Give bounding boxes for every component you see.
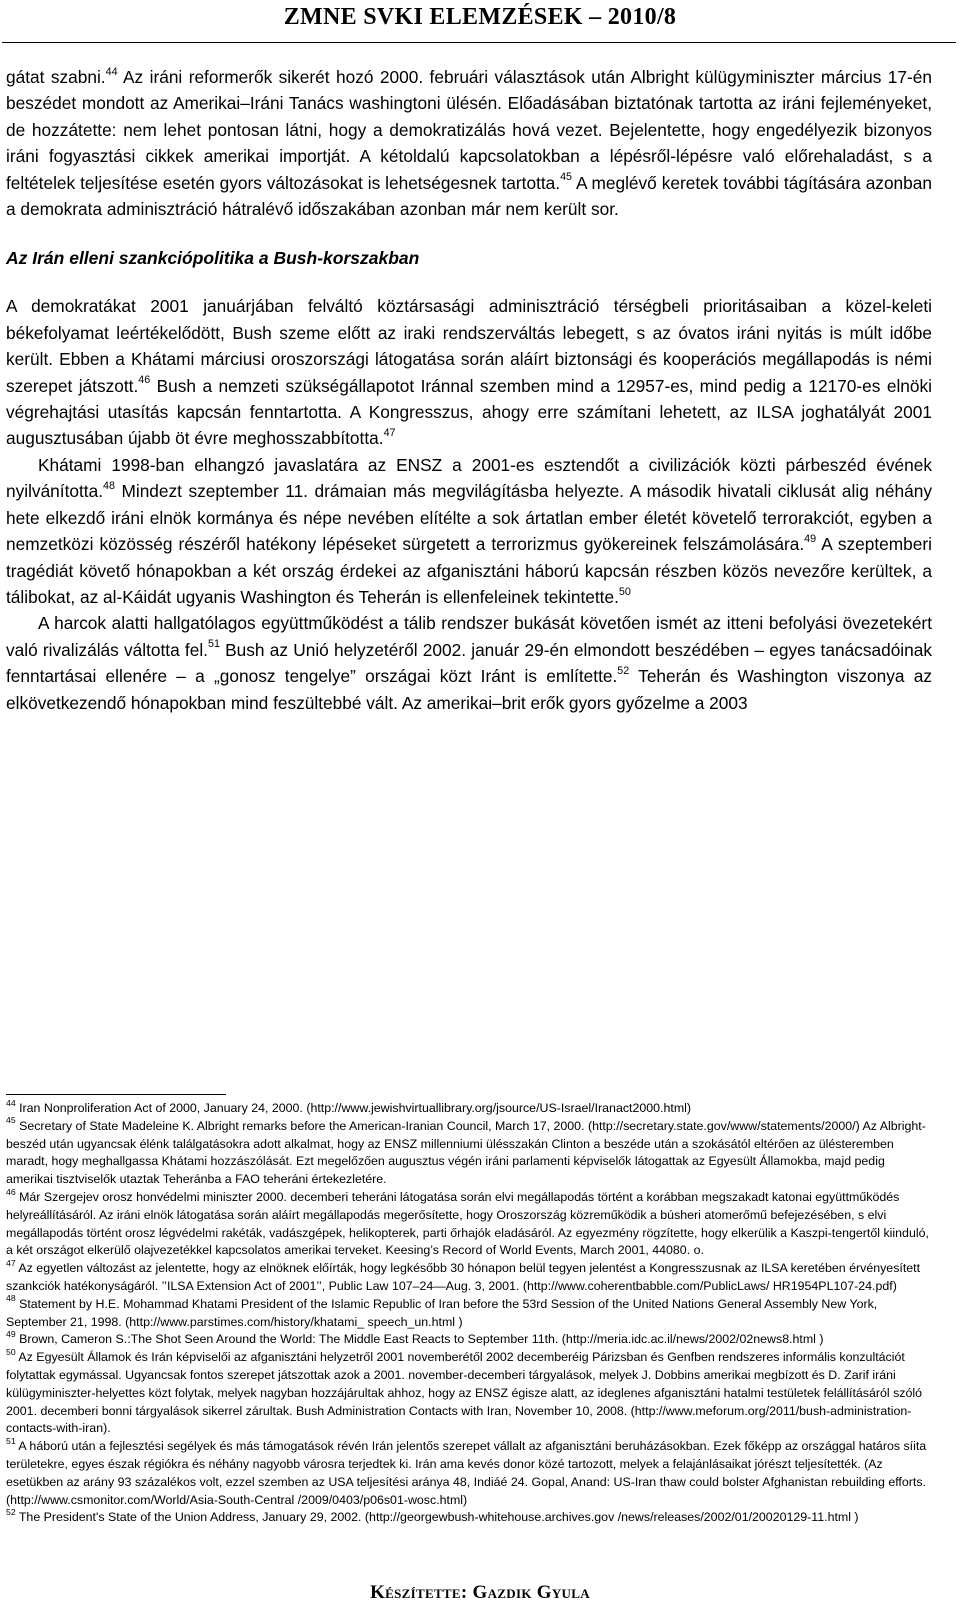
footnote-divider	[6, 1094, 226, 1095]
section-title: Az Irán elleni szankciópolitika a Bush-korszakban	[6, 248, 420, 269]
page-header: ZMNE SVKI ELEMZÉSEK – 2010/8	[283, 4, 677, 30]
footnote-number: 46	[6, 1186, 16, 1197]
footnote-number: 48	[6, 1293, 16, 1304]
text-run: Mindezt szeptember 11. drámaian más megvilágításba helyezte. A második hivatali ciklusát alig néhány hete elkezdő iráni elnök kormánya és népe nevében elítélte a sok ártatlan ember életét követelő terrorakciót, egyben a nemzetközi közösség részéről hatékony lépéseket sürgetett a terrorizmus gyökereinek felszámolására.	[6, 481, 932, 555]
footnote-ref-50[interactable]: 50	[618, 585, 631, 598]
footnote-number: 52	[6, 1506, 16, 1517]
footnote-46	[6, 1186, 932, 1260]
footnote-ref-52[interactable]: 52	[617, 664, 630, 677]
paragraph-1	[6, 64, 932, 222]
footnote-text: Már Szergejev orosz honvédelmi miniszter 2000. decemberi teheráni látogatása során elvi megállapodás történt a korábban megszakadt katonai együttműködés helyreállításáról. Az iráni elnök látogatása során aláírt megállapodás megerősítette, hogy Oroszország közreműködik a búsheri atomerőmű befejezésében, s elvi megállapodás történt orosz légvédelmi rakéták, vadászgépek, helikopterek, parti őrhajók eladásáról. Az egyezmény rögzítette, hogy elkerülik a Kaszpi-tengertől kiinduló, a két országot elkerülő olajvezetékkel kapcsolatos amerikai terveket. Keesing’s Record of World Events, March 2001, 44080. o.	[6, 1189, 929, 1258]
footnote-51	[6, 1435, 932, 1509]
footnote-number: 51	[6, 1435, 16, 1446]
footnote-45	[6, 1115, 932, 1189]
footnote-47	[6, 1257, 932, 1296]
footnote-ref-49[interactable]: 49	[804, 532, 817, 545]
footnote-number: 45	[6, 1115, 16, 1126]
footnote-text: Statement by H.E. Mohammad Khatami President of the Islamic Republic of Iran before the 53rd Session of the United Nations General Assembly New York, September 21, 1998. (http://www.parstimes.com/history/khatami_ speech_un.html )	[6, 1296, 878, 1329]
footnote-text: Az egyetlen változást az jelentette, hogy az elnöknek előírták, hogy legkésőbb 30 hónapon belül tegyen jelentést a Kongresszusnak az ILSA keretében érvényesített szankciók hatékonyságáról. ’’ILSA Extension Act of 2001’’, Public Law 107–24—Aug. 3, 2001. (http://www.coherentbabble.com/PublicLaws/ HR1954PL107-24.pdf)	[6, 1261, 921, 1293]
footnote-number: 44	[6, 1097, 16, 1108]
footnote-48	[6, 1293, 932, 1332]
footnote-number: 50	[6, 1346, 16, 1357]
footnote-52	[6, 1506, 932, 1527]
footnote-ref-46[interactable]: 46	[138, 374, 151, 387]
text-run: A demokratákat 2001 januárjában felváltó köztársasági adminisztráció térségbeli prioritásaiban a közel-keleti békefolyamat leértékelődött, Bush szeme előtt az iraki rendszerváltás lebegett, s az óvatos iráni nyitás is múlt időbe került. Ebben a Khátami márciusi oroszországi látogatása során aláírt biztonsági és kooperációs megállapodás is némi szerepet játszott.	[6, 296, 932, 396]
paragraph-2	[6, 293, 932, 451]
text-run: A meglévő keretek további tágítására azonban a demokrata adminisztráció hátralévő időszakában azonban már nem került sor.	[6, 172, 932, 220]
text-run: gátat szabni.	[6, 67, 106, 87]
text-run: A harcok alatti hallgatólagos együttműködést a tálib rendszer bukását követően ismét az itteni befolyási övezetekért való rivalizálás váltotta fel.	[6, 613, 932, 660]
text-run: A szeptemberi tragédiát követő hónapokban a két ország érdekei az afganisztáni háború kapcsán részben közös nevezőre kerültek, a tálibokat, az al-Káidát ugyanis Washington és Teherán is ellenfeleinek tekintette.	[6, 534, 932, 607]
paragraph-3	[6, 452, 932, 610]
paragraph-4	[6, 610, 932, 716]
footnote-text: The President's State of the Union Address, January 29, 2002. (http://georgewbush-whitehouse.archives.gov /news/releases/2002/01/20020129-11.html )	[15, 1510, 859, 1525]
footnote-text: Az Egyesült Államok és Irán képviselői az afganisztáni helyzetről 2001 novemberétől 2002 decemberéig Párizsban és Genfben rendszeres informális konzultációt folytattak egymással. Ugyancsak fontos szerepet játszottak azok a 2001. november-decemberi tárgyalások, melyek J. Dobbins amerikai megbízott és D. Zarif iráni külügyminiszter-helyettes közt folytak, melyek nagyban hozzájárultak ahhoz, hogy az ENSZ égisze alatt, az ideglenes afganisztáni hatalmi testületek felállításáról szóló 2001. decemberi bonni tárgyalások sikerrel zárultak. Bush Administration Contacts with Iran, November 10, 2008. (http://www.meforum.org/2011/bush-administration-contacts-with-iran).	[6, 1350, 923, 1436]
footnote-ref-51[interactable]: 51	[208, 638, 220, 651]
text-run: Az iráni reformerők sikerét hozó 2000. februári választások után Albright külügyminiszter március 17-én beszédet mondott az Amerikai–Iráni Tanács washingtoni ülésén. Előadásában biztatónak tartotta az iráni fejleményeket, de hozzátette: nem lehet pontosan látni, hogy a demokratizálás hová vezet. Bejelentette, hogy engedélyezik bizonyos iráni fogyasztási cikkek amerikai importját. A kétoldalú kapcsolatokban a lépésről-lépésre való előrehaladást, s a feltételek teljesítése esetén gyors változásokat is lehetségesnek tartotta.	[6, 67, 932, 193]
text-run: Teherán és Washington viszonya az elkövetkezendő hónapokban mind feszültebbé vált. Az amerikai–brit erők gyors győzelme a 2003	[6, 666, 933, 713]
footnote-50	[6, 1346, 932, 1438]
footnote-number: 47	[6, 1257, 16, 1268]
footnote-ref-44[interactable]: 44	[105, 65, 118, 78]
footnote-49	[6, 1328, 932, 1349]
footnote-number: 49	[6, 1328, 16, 1339]
footnote-ref-47[interactable]: 47	[383, 427, 396, 440]
footnote-44	[6, 1097, 932, 1118]
main-text	[6, 64, 932, 716]
text-run: Bush az Unió helyzetéről 2002. január 29-én elmondott beszédében – egyes tanácsadóinak fenntartásai ellenére – a „gonosz tengelye” országai közt Iránt is említette.	[6, 639, 933, 687]
text-run: Khátami 1998-ban elhangzó javaslatára az ENSZ a 2001-es esztendőt a civilizációk közti párbeszéd évének nyilvánította.	[6, 454, 932, 502]
footnote-text: Secretary of State Madeleine K. Albright remarks before the American-Iranian Council, March 17, 2000. (http://secretary.state.gov/www/statements/2000/) Az Albright-beszéd után ugyancsak élénk találgatásokra adott alkalmat, hogy az ENSZ millenniumi ülésszakán Clinton a beszéde után a szokásától eltérően az ülésteremben maradt, hogy meghallgassa Khátami hozzászólását. Ezt megelőzően augusztus végén iráni parlamenti képviselők látogattak az Egyesült Államokba, majd pedig amerikai tisztviselők utaztak Teheránba a FAO teheráni értekezletére.	[6, 1118, 926, 1187]
footnote-ref-45[interactable]: 45	[560, 171, 573, 184]
footnotes	[6, 1097, 932, 1527]
footnote-ref-48[interactable]: 48	[103, 479, 115, 492]
footnote-text: A háború után a fejlesztési segélyek és más támogatások révén Irán jelentős szerepet vállalt az afganisztáni beruházásokban. Ezek főképp az országgal határos síita területekre, egyes észak régiókra és néhány nagyobb városra terjedtek ki. Irán ama kevés donor közé tartozott, melyek a felajánlásaikat jórészt teljesítették. (Az esetükben az arány 93 százalékos volt, ezzel szemben az USA teljesítési aránya 48, Indiáé 24. Gopal, Anand: US-Iran thaw could bolster Afghanistan rebuilding efforts. (http://www.csmonitor.com/World/Asia-South-Central /2009/0403/p06s01-wosc.html)	[6, 1439, 927, 1507]
footnote-text: Brown, Cameron S.:The Shot Seen Around the World: The Middle East Reacts to September 11th. (http://meria.idc.ac.il/news/2002/02news8.html )	[15, 1332, 824, 1347]
header-divider	[2, 42, 956, 43]
text-run: Bush a nemzeti szükségállapotot Iránnal szemben mind a 12957-es, mind pedig a 12170-es elnöki végrehajtási utasítás kapcsán fenntartotta. A Kongresszus, ahogy erre számítani lehetett, az ILSA joghatályát 2001 augusztusában újabb öt évre meghosszabbította.	[6, 375, 932, 449]
footnote-text: Iran Nonproliferation Act of 2000, January 24, 2000. (http://www.jewishvirtuallibrary.org/jsource/US-Israel/Iranact2000.html)	[15, 1101, 692, 1115]
page-footer: Készítette: Gazdik Gyula	[370, 1582, 590, 1603]
